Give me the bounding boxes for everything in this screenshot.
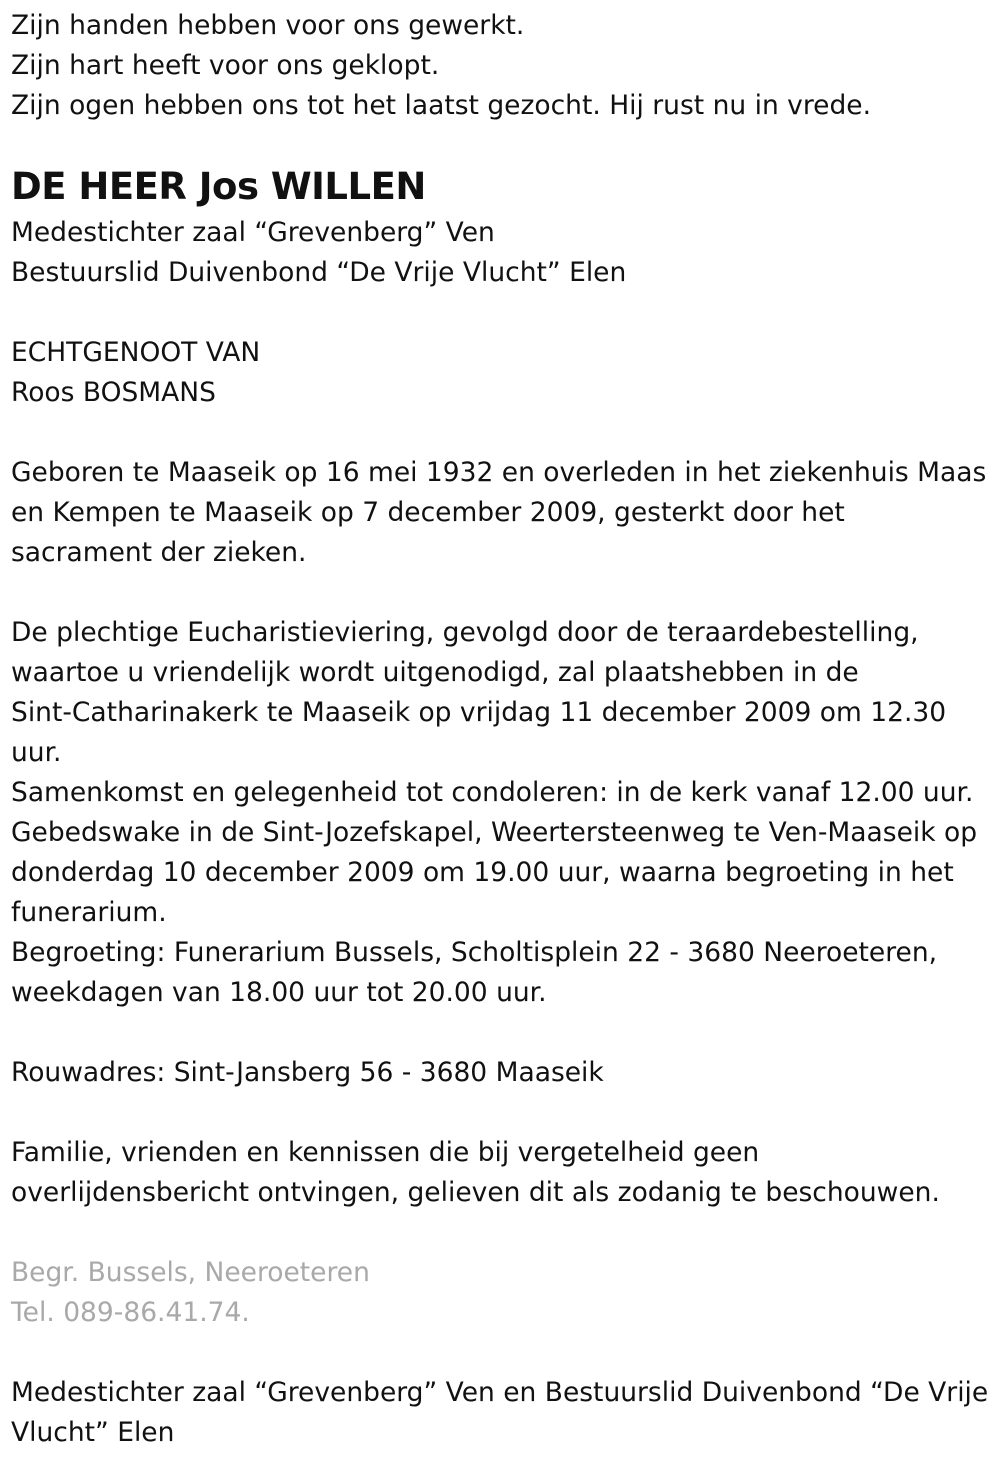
notice-line-2: overlijdensbericht ontvingen, gelieven dit als zodanig te beschouwen.	[11, 1177, 940, 1208]
birth-death-line-2: en Kempen te Maaseik op 7 december 2009, gesterkt door het	[11, 497, 845, 528]
mourning-address: Rouwadres: Sint-Jansberg 56 - 3680 Maaseik	[11, 1057, 604, 1088]
spouse-name: Roos BOSMANS	[11, 377, 216, 408]
deceased-name: DE HEER Jos WILLEN	[11, 165, 426, 208]
birth-death-line-1: Geboren te Maaseik op 16 mei 1932 en overleden in het ziekenhuis Maas	[11, 457, 987, 488]
ceremony-line-3: Sint-Catharinakerk te Maaseik op vrijdag 11 december 2009 om 12.30	[11, 697, 947, 728]
ceremony-line-6: Gebedswake in de Sint-Jozefskapel, Weertersteenweg te Ven-Maaseik op	[11, 817, 978, 848]
birth-death-line-3: sacrament der zieken.	[11, 537, 307, 568]
footer-line-2: Vlucht” Elen	[11, 1417, 175, 1448]
undertaker-phone: Tel. 089-86.41.74.	[11, 1297, 250, 1328]
ceremony-line-9: Begroeting: Funerarium Bussels, Scholtisplein 22 - 3680 Neeroeteren,	[11, 937, 938, 968]
ceremony-line-10: weekdagen van 18.00 uur tot 20.00 uur.	[11, 977, 547, 1008]
ceremony-line-4: uur.	[11, 737, 62, 768]
footer-line-1: Medestichter zaal “Grevenberg” Ven en Bestuurslid Duivenbond “De Vrije	[11, 1377, 989, 1408]
poem-line-1: Zijn handen hebben voor ons gewerkt.	[11, 10, 525, 41]
spouse-heading: ECHTGENOOT VAN	[11, 337, 261, 368]
poem-line-2: Zijn hart heeft voor ons geklopt.	[11, 50, 440, 81]
role-line-2: Bestuurslid Duivenbond “De Vrije Vlucht” Elen	[11, 257, 627, 288]
role-line-1: Medestichter zaal “Grevenberg” Ven	[11, 217, 495, 248]
ceremony-line-5: Samenkomst en gelegenheid tot condoleren: in de kerk vanaf 12.00 uur.	[11, 777, 974, 808]
ceremony-line-8: funerarium.	[11, 897, 167, 928]
ceremony-line-2: waartoe u vriendelijk wordt uitgenodigd, zal plaatshebben in de	[11, 657, 859, 688]
ceremony-line-7: donderdag 10 december 2009 om 19.00 uur, waarna begroeting in het	[11, 857, 954, 888]
undertaker-name: Begr. Bussels, Neeroeteren	[11, 1257, 370, 1288]
notice-line-1: Familie, vrienden en kennissen die bij vergetelheid geen	[11, 1137, 760, 1168]
ceremony-line-1: De plechtige Eucharistieviering, gevolgd door de teraardebestelling,	[11, 617, 919, 648]
poem-line-3: Zijn ogen hebben ons tot het laatst gezocht. Hij rust nu in vrede.	[11, 90, 872, 121]
